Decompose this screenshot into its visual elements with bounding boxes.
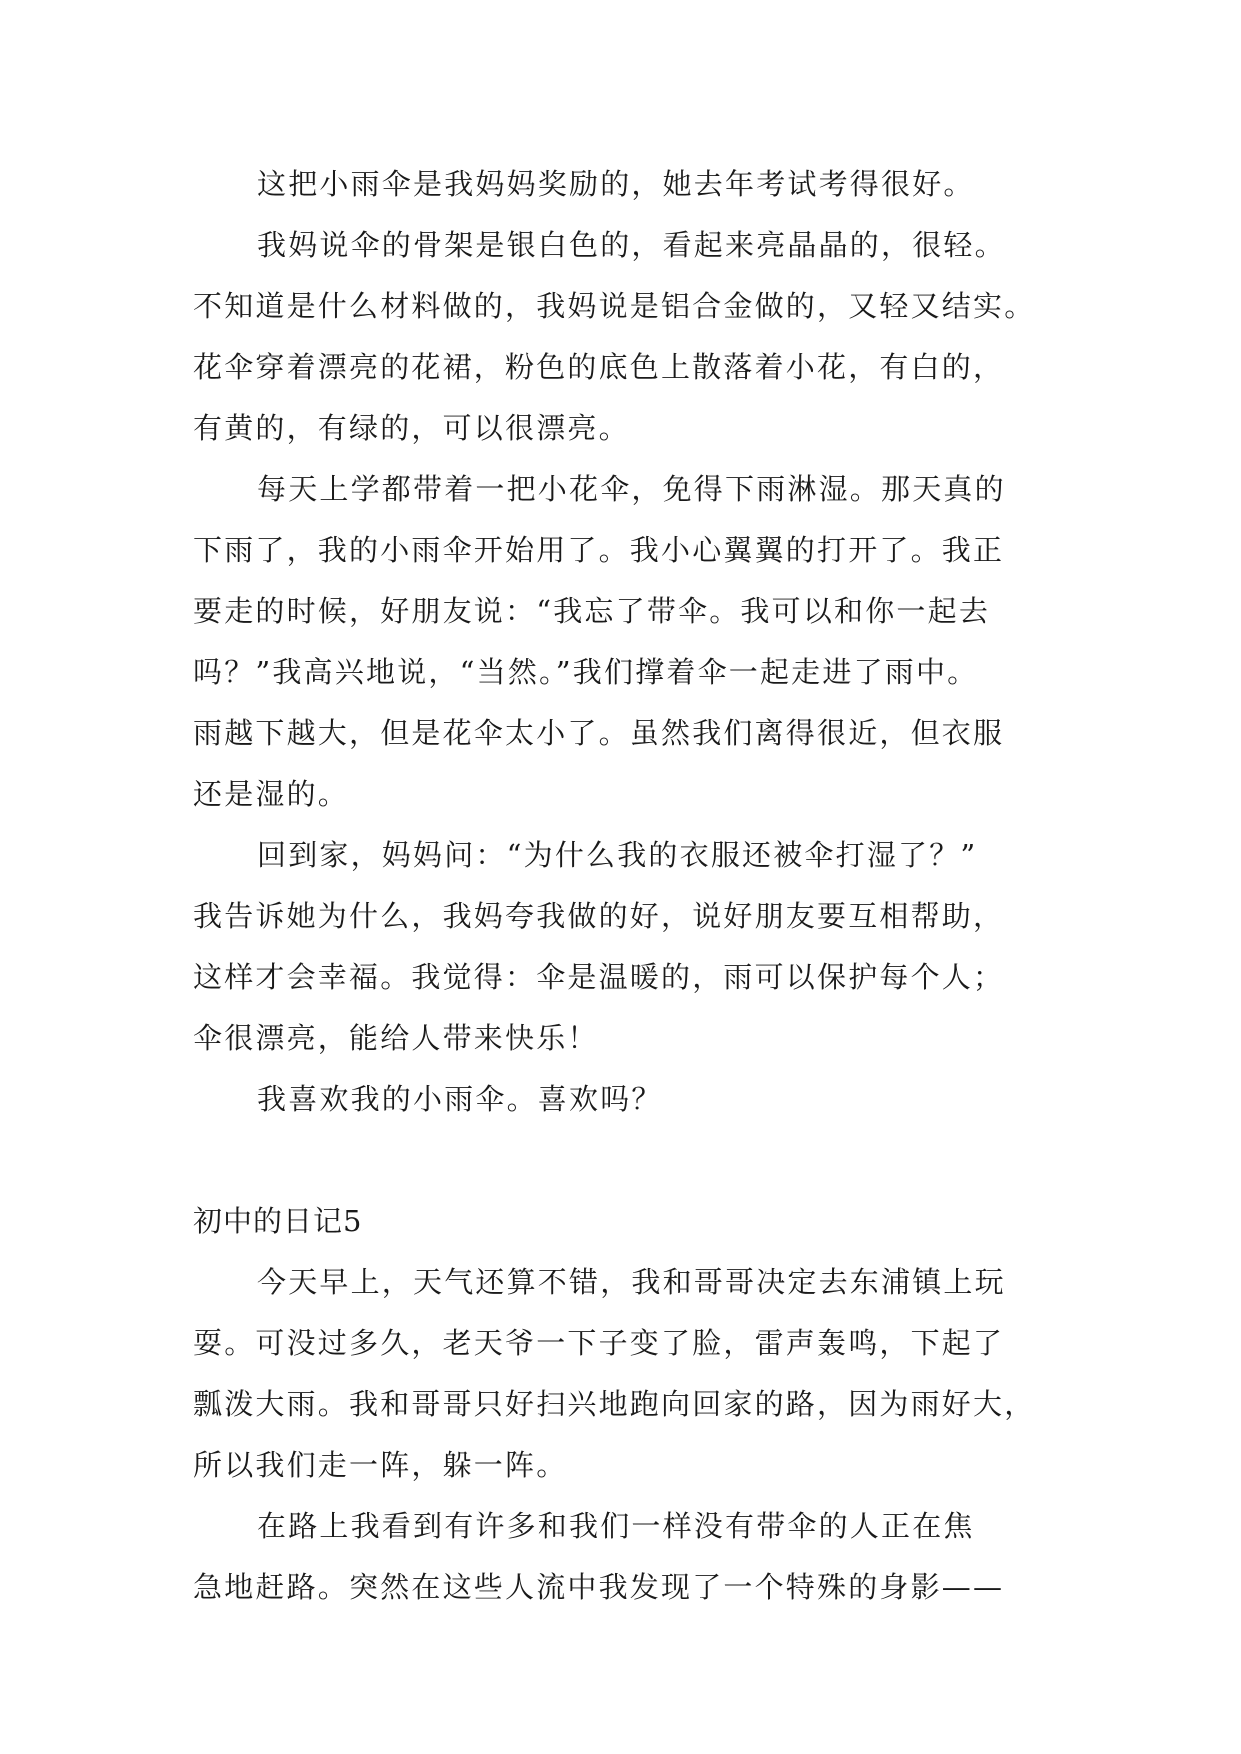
paragraph-line: 瓢泼大雨。我和哥哥只好扫兴地跑向回家的路，因为雨好大，	[193, 1387, 1036, 1421]
paragraph-line: 我告诉她为什么，我妈夸我做的好，说好朋友要互相帮助，	[193, 899, 1005, 933]
paragraph-line: 伞很漂亮，能给人带来快乐！	[193, 1021, 599, 1055]
paragraph-line: 急地赶路。突然在这些人流中我发现了一个特殊的身影——	[193, 1570, 1005, 1604]
paragraph-line: 要走的时候，好朋友说：“我忘了带伞。我可以和你一起去	[193, 594, 991, 628]
paragraph-line: 有黄的，有绿的，可以很漂亮。	[193, 411, 630, 445]
section-title: 初中的日记5	[193, 1204, 363, 1238]
paragraph-line: 耍。可没过多久，老天爷一下子变了脸，雷声轰鸣，下起了	[193, 1326, 1005, 1360]
paragraph-line: 花伞穿着漂亮的花裙，粉色的底色上散落着小花，有白的，	[193, 350, 1005, 384]
paragraph-line: 下雨了，我的小雨伞开始用了。我小心翼翼的打开了。我正	[193, 533, 1005, 567]
paragraph-line: 这把小雨伞是我妈妈奖励的，她去年考试考得很好。	[257, 167, 975, 201]
paragraph-line: 在路上我看到有许多和我们一样没有带伞的人正在焦	[257, 1509, 975, 1543]
blank-line	[193, 1130, 1073, 1191]
paragraph-line: 还是湿的。	[193, 777, 350, 811]
paragraph-line: 不知道是什么材料做的，我妈说是铝合金做的，又轻又结实。	[193, 289, 1036, 323]
paragraph-line: 我妈说伞的骨架是银白色的，看起来亮晶晶的，很轻。	[257, 228, 1006, 262]
paragraph-line: 今天早上，天气还算不错，我和哥哥决定去东浦镇上玩	[257, 1265, 1006, 1299]
paragraph-line: 回到家，妈妈问：“为什么我的衣服还被伞打湿了？”	[257, 838, 978, 872]
paragraph-line: 每天上学都带着一把小花伞，免得下雨淋湿。那天真的	[257, 472, 1006, 506]
paragraph-line: 所以我们走一阵，躲一阵。	[193, 1448, 568, 1482]
paragraph-line: 这样才会幸福。我觉得：伞是温暖的，雨可以保护每个人；	[193, 960, 1005, 994]
document-body	[193, 154, 1073, 1618]
paragraph-line: 吗？”我高兴地说，“当然。”我们撑着伞一起走进了雨中。	[193, 655, 979, 689]
paragraph-line: 我喜欢我的小雨伞。喜欢吗？	[257, 1082, 663, 1116]
paragraph-line: 雨越下越大，但是花伞太小了。虽然我们离得很近，但衣服	[193, 716, 1005, 750]
